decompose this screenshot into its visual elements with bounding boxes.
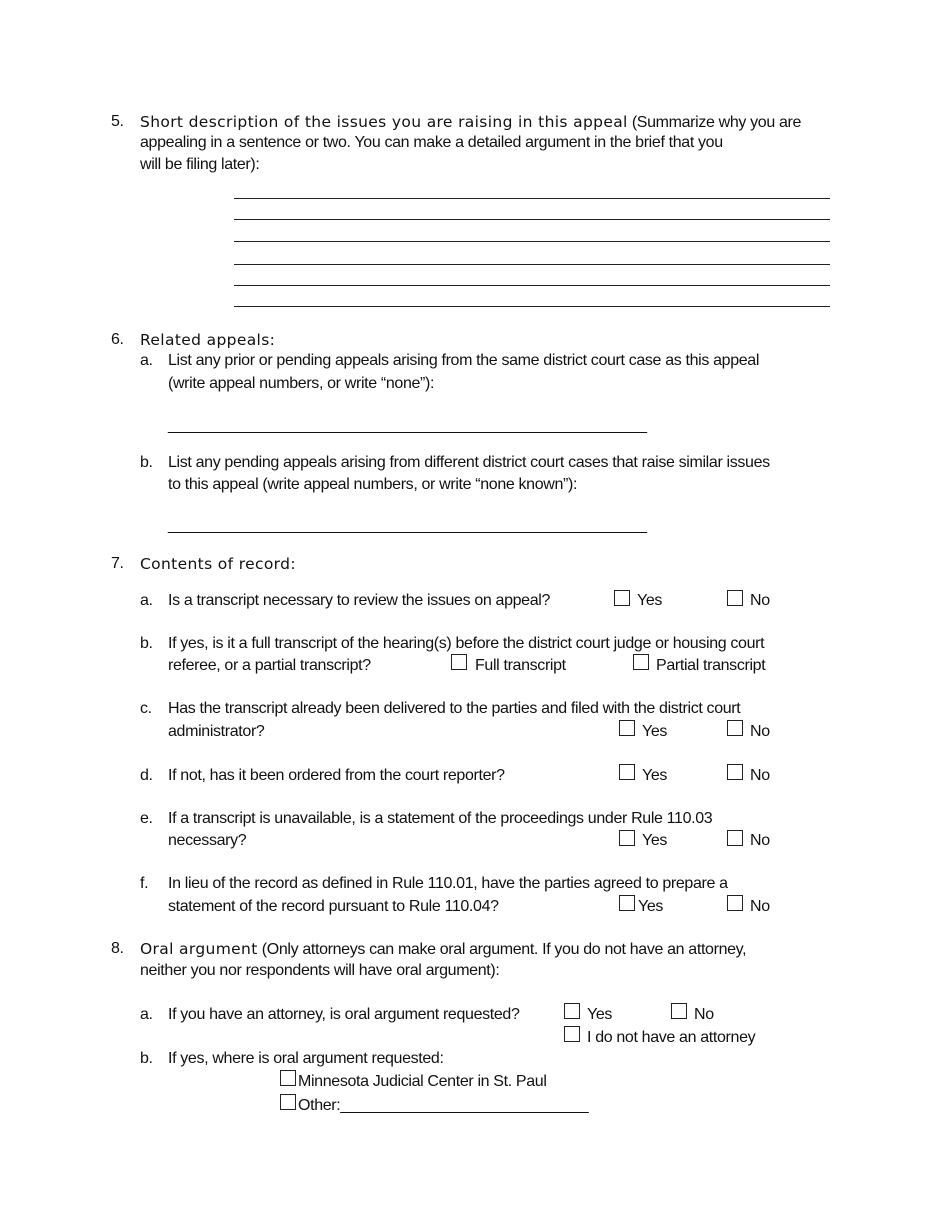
q6a-answer-blank[interactable]: ________________________________________________________ bbox=[168, 417, 647, 434]
q7c-no-label: No bbox=[750, 723, 770, 740]
q8a-yes-checkbox[interactable] bbox=[564, 1003, 580, 1019]
q8-paren-text: (Only attorneys can make oral argument. If you do not have an attorney, bbox=[261, 941, 747, 958]
q7c-yes-checkbox[interactable] bbox=[619, 720, 635, 736]
q5-line1 bbox=[140, 111, 801, 134]
q8a-yes-label: Yes bbox=[587, 1006, 613, 1023]
q6-number: 6. bbox=[111, 331, 124, 348]
q8a-letter: a. bbox=[140, 1006, 153, 1023]
q6b-answer-blank[interactable]: ________________________________________________________ bbox=[168, 517, 647, 534]
q6-heading: Related appeals: bbox=[140, 331, 276, 349]
q7e-no-checkbox[interactable] bbox=[727, 830, 743, 846]
q7e-yes-checkbox[interactable] bbox=[619, 830, 635, 846]
q7e-letter: e. bbox=[140, 810, 153, 827]
q7c-line1: Has the transcript already been delivered to the parties and filed with the district court bbox=[168, 700, 741, 717]
q7a-yes-checkbox[interactable] bbox=[614, 590, 630, 606]
q7a-yes-label: Yes bbox=[637, 592, 663, 609]
q7e-line1: If a transcript is unavailable, is a statement of the proceedings under Rule 110.03 bbox=[168, 810, 713, 827]
q5-line3: will be filing later): bbox=[140, 156, 260, 173]
q7a-no-label: No bbox=[750, 592, 770, 609]
q8-number: 8. bbox=[111, 940, 124, 957]
q7d-yes-label: Yes bbox=[642, 767, 668, 784]
q7f-no-label: No bbox=[750, 898, 770, 915]
q7d-yes-checkbox[interactable] bbox=[619, 764, 635, 780]
q7f-line1: In lieu of the record as defined in Rule 110.01, have the parties agreed to prepare a bbox=[168, 875, 728, 892]
answer-line-1[interactable] bbox=[234, 198, 830, 199]
q8a-no-label: No bbox=[694, 1006, 714, 1023]
q8a-text: If you have an attorney, is oral argument requested? bbox=[168, 1006, 520, 1023]
q7a-letter: a. bbox=[140, 592, 153, 609]
q8-line2: neither you nor respondents will have oral argument): bbox=[140, 962, 500, 979]
q6b-line1: List any pending appeals arising from different district court cases that raise similar issues bbox=[168, 454, 770, 471]
q7a-no-checkbox[interactable] bbox=[727, 590, 743, 606]
q7b-letter: b. bbox=[140, 635, 153, 652]
q6b-letter: b. bbox=[140, 454, 153, 471]
q7d-text: If not, has it been ordered from the court reporter? bbox=[168, 767, 505, 784]
q7c-no-checkbox[interactable] bbox=[727, 720, 743, 736]
q5-line2: appealing in a sentence or two. You can make a detailed argument in the brief that you bbox=[140, 134, 723, 151]
q7b-partial-transcript-checkbox[interactable] bbox=[633, 654, 649, 670]
q7-heading: Contents of record: bbox=[140, 555, 296, 573]
q7b-line1: If yes, is it a full transcript of the hearing(s) before the district court judge or housing court bbox=[168, 635, 765, 652]
q8b-letter: b. bbox=[140, 1050, 153, 1067]
q7d-no-checkbox[interactable] bbox=[727, 764, 743, 780]
q8b-text: If yes, where is oral argument requested: bbox=[168, 1050, 444, 1067]
q7b-partial-transcript-label: Partial transcript bbox=[656, 657, 766, 674]
q7f-letter: f. bbox=[140, 875, 149, 892]
q8b-judicial-center-label: Minnesota Judicial Center in St. Paul bbox=[298, 1073, 547, 1090]
q8a-no-attorney-checkbox[interactable] bbox=[564, 1026, 580, 1042]
q7e-no-label: No bbox=[750, 832, 770, 849]
q5-number: 5. bbox=[111, 113, 124, 130]
q8a-no-checkbox[interactable] bbox=[671, 1003, 687, 1019]
q7b-full-transcript-label: Full transcript bbox=[475, 657, 566, 674]
answer-line-5[interactable] bbox=[234, 285, 830, 286]
q7a-text: Is a transcript necessary to review the issues on appeal? bbox=[168, 592, 551, 609]
answer-line-2[interactable] bbox=[234, 219, 830, 220]
q7b-full-transcript-checkbox[interactable] bbox=[451, 654, 467, 670]
q6a-letter: a. bbox=[140, 352, 153, 369]
q7-number: 7. bbox=[111, 555, 124, 572]
q7c-yes-label: Yes bbox=[642, 723, 668, 740]
answer-line-3[interactable] bbox=[234, 241, 830, 242]
q7d-letter: d. bbox=[140, 767, 153, 784]
q7b-line2: referee, or a partial transcript? bbox=[168, 657, 371, 674]
q6a-line2: (write appeal numbers, or write “none”): bbox=[168, 375, 435, 392]
q7d-no-label: No bbox=[750, 767, 770, 784]
q7c-letter: c. bbox=[140, 700, 152, 717]
q6a-line1: List any prior or pending appeals arising from the same district court case as this appeal bbox=[168, 352, 760, 369]
q7e-yes-label: Yes bbox=[642, 832, 668, 849]
q6b-line2: to this appeal (write appeal numbers, or write “none known”): bbox=[168, 476, 578, 493]
q8b-other-checkbox[interactable] bbox=[280, 1094, 296, 1110]
answer-line-4[interactable] bbox=[234, 264, 830, 265]
q8a-no-attorney-label: I do not have an attorney bbox=[587, 1029, 756, 1046]
answer-line-6[interactable] bbox=[234, 306, 830, 307]
q5-paren-text: (Summarize why you are bbox=[631, 114, 802, 131]
q8-heading: Oral argument bbox=[140, 940, 258, 958]
q8b-judicial-center-checkbox[interactable] bbox=[280, 1070, 296, 1086]
q5-heading: Short description of the issues you are raising in this appeal bbox=[140, 113, 628, 131]
q8b-other-label[interactable]: Other:_____________________________ bbox=[298, 1097, 589, 1114]
q7f-yes-label: Yes bbox=[638, 898, 664, 915]
q7c-line2: administrator? bbox=[168, 723, 265, 740]
q7f-no-checkbox[interactable] bbox=[727, 895, 743, 911]
q8-line1 bbox=[140, 938, 746, 961]
q7f-yes-checkbox[interactable] bbox=[619, 895, 635, 911]
q7e-line2: necessary? bbox=[168, 832, 247, 849]
q7f-line2: statement of the record pursuant to Rule 110.04? bbox=[168, 898, 499, 915]
